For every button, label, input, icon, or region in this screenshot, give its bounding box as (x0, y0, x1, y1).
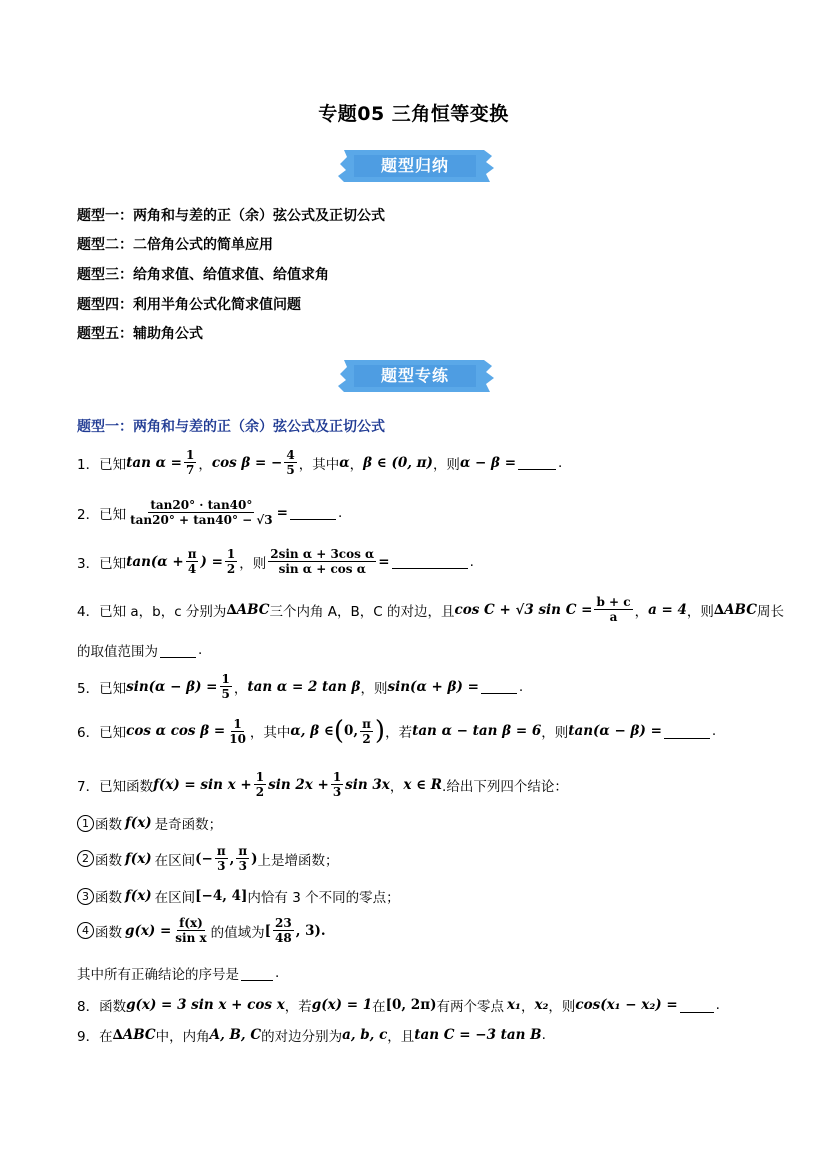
q1-fraction: $\frac{4}{5}$ (286, 448, 295, 477)
topic-line-5: 题型五：辅助角公式 (77, 326, 203, 342)
question-7-end: 其中所有正确结论的序号是 . (77, 965, 280, 983)
page-title: 专题05 三角恒等变换 (318, 103, 509, 125)
banner-practice (334, 356, 496, 396)
circled-number: 1 (77, 815, 94, 832)
question-8: 8．函数 g(x) = 3 sin x + cos x ，若 g(x) = 1 在 [0, 2π) 有两个零点 x₁ ， x₂ ，则 cos(x₁ − x₂) = . (77, 997, 720, 1015)
question-5: 5．已知 sin(α − β) = $\frac{1}{5}$ ， tan α = 2 tan β ，则 sin(α + β) = . (77, 672, 524, 701)
topic-line-3: 题型三：给角求值、给值求值、给值求角 (77, 267, 329, 283)
question-4-line2: 的取值范围为 . (77, 642, 203, 660)
answer-blank (680, 998, 714, 1013)
question-4: 4．已知 a，b，c 分别为 ∆ABC 三个内角 A，B，C 的对边，且 cos C + √3 sin C = $\frac{b + c}{a}$ ， a = 4 ，则 ∆ABC 周长 (77, 595, 784, 624)
conclusion-2: 2 函数 f(x) 在区间 (− $\frac{\pi}{3}$ , $\frac{\pi}{3}$ ) 上是增函数； (77, 844, 339, 873)
answer-blank (481, 679, 517, 694)
topic-line-1: 题型一：两角和与差的正（余）弦公式及正切公式 (77, 208, 385, 224)
circled-number: 2 (77, 850, 94, 867)
question-2: 2．已知 $\frac{\tan 20^\circ \cdot \tan 40^\circ}{\tan 20^\circ + \tan 40^\circ - √3}$ = . (77, 498, 343, 527)
question-7: 7．已知函数 f(x) = sin x + $\frac{1}{2}$ sin 2x + $\frac{1}{3}$ sin 3x ， x ∈ R .给出下列四个结论： (77, 770, 568, 799)
banner-label: 题型归纳 (380, 156, 449, 175)
q1-fraction: $\frac{1}{7}$ (186, 448, 195, 477)
answer-blank (290, 505, 336, 520)
conclusion-4: 4 函数 g(x) = $\frac{f(x)}{\text{sin x}}$ 的值域为 [ $\frac{23}{48}$ , 3). (77, 916, 326, 945)
conclusion-1: 1 函数 f(x) 是奇函数； (77, 813, 222, 833)
circled-number: 3 (77, 888, 94, 905)
question-3: 3．已知 tan(α + $\frac{\pi}{4}$ ) = $\frac{1}{2}$ ，则 $\frac{\text{2sin α + 3cos α}}{\text{sin α + cos α}}$ = . (77, 547, 474, 576)
answer-blank (392, 554, 468, 569)
topic-line-4: 题型四：利用半角公式化简求值问题 (77, 297, 301, 313)
conclusion-3: 3 函数 f(x) 在区间 [−4, 4] 内恰有 3 个不同的零点； (77, 886, 400, 906)
question-9: 9．在 ∆ABC 中，内角 A, B, C 的对边分别为 a, b, c ，且 tan C = −3 tan B . (77, 1027, 546, 1045)
question-6: 6．已知 cos α cos β = $\frac{1}{10}$ ，其中 α, β ∈ ( 0, $\frac{\pi}{2}$ ) ，若 tan α − tan β = 6 ，则 tan(α − β) = . (77, 716, 717, 746)
question-1: 1．已知 tan α = $\frac{1}{7}$ ， cos β = − $\frac{4}{5}$ ，其中 α ， β ∈ (0, π) ，则 α − β = . (77, 448, 563, 477)
answer-blank (160, 643, 196, 658)
banner-label: 题型专练 (380, 366, 449, 385)
q1-math: tan α = (126, 454, 182, 471)
section-heading: 题型一：两角和与差的正（余）弦公式及正切公式 (77, 419, 385, 435)
banner-topic-summary (334, 146, 496, 186)
answer-blank (664, 724, 710, 739)
answer-blank (518, 455, 556, 470)
circled-number: 4 (77, 922, 94, 939)
topic-line-2: 题型二：二倍角公式的简单应用 (77, 237, 273, 253)
answer-blank (241, 966, 273, 981)
q2-fraction: $\frac{\tan 20^\circ \cdot \tan 40^\circ}{\tan 20^\circ + \tan 40^\circ - √3}$ (130, 498, 273, 527)
q1-text: 1．已知 (77, 456, 127, 473)
